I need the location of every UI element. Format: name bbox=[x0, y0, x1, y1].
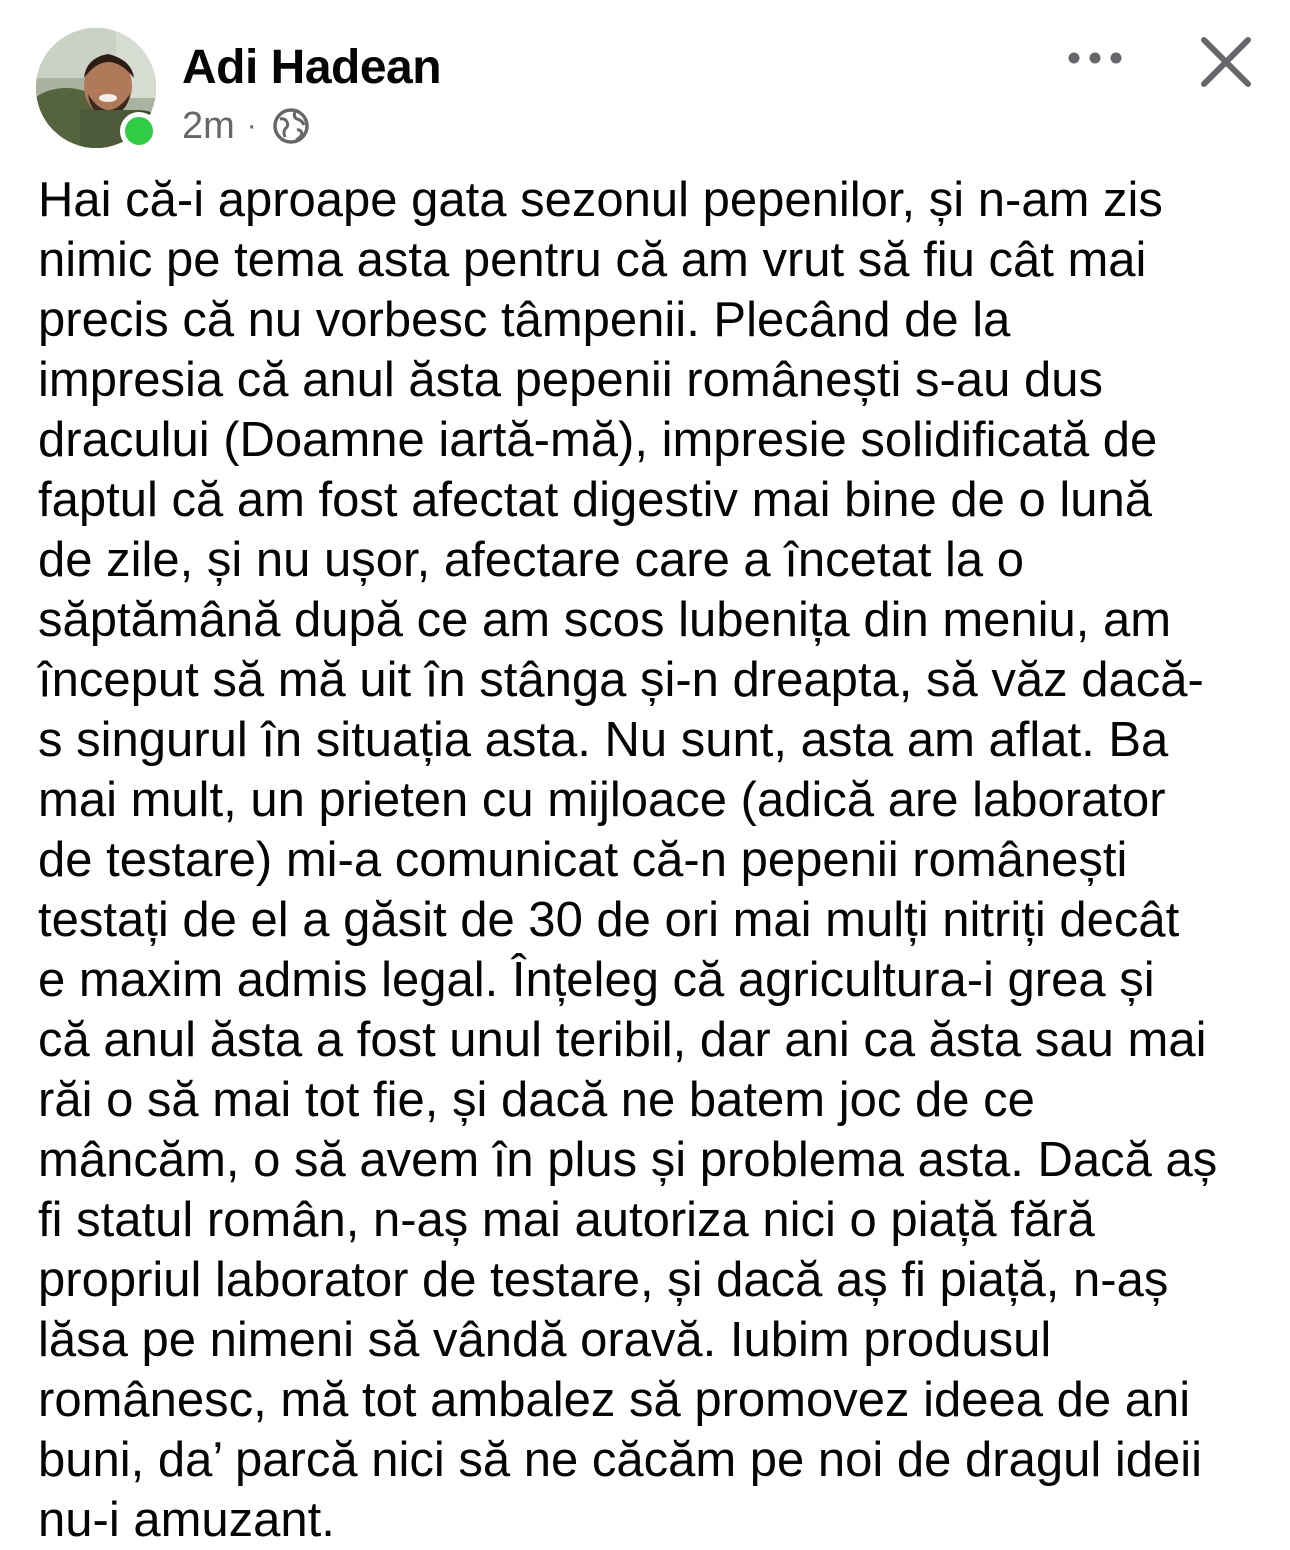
post-header bbox=[0, 0, 1290, 160]
post-timestamp[interactable]: 2m bbox=[182, 104, 235, 147]
meta-separator: · bbox=[246, 109, 257, 142]
post-text: Hai că-i aproape gata sezonul pepenilor, și n-am zis nimic pe tema asta pentru că am vrut să fiu cât mai precis că nu vorbesc tâmpenii. Plecând de la impresia că anul ăsta pepenii românești s-au dus dracului (Doamne iartă-mă), impresie solidificată de faptul că am fost afectat digestiv mai bine de o lună de zile, și nu ușor, afectare care a încetat la o săptămână după ce am scos lubenița din meniu, am început să mă uit în stânga și-n dreapta, să văz dacă- s singurul în situația asta. Nu sunt, asta am aflat. Ba mai mult, un prieten cu mijloace (adică are laborator de testare) mi-a comunicat că-n pepenii românești testați de el a găsit de 30 de ori mai mulți nitriți decât e maxim admis legal. Înțeleg că agricultura-i grea și că anul ăsta a fost unul teribil, dar ani ca ăsta sau mai răi o să mai tot fie, și dacă ne batem joc de ce mâncăm, o să avem în plus și problema asta. Dacă aș fi statul român, n-aș mai autoriza nici o piață fără propriul laborator de testare, și dacă aș fi piață, n-aș lăsa pe nimeni să vândă oravă. Iubim produsul românesc, mă tot ambalez să promovez ideea de ani buni, da’ parcă nici să ne căcăm pe noi de dragul ideii nu-i amuzant. bbox=[38, 173, 1218, 1547]
author-avatar[interactable] bbox=[36, 28, 156, 148]
online-status-indicator bbox=[120, 112, 158, 150]
close-button[interactable] bbox=[1194, 30, 1258, 94]
more-horizontal-icon bbox=[1062, 38, 1128, 78]
globe-icon[interactable] bbox=[271, 106, 311, 146]
post-meta bbox=[182, 104, 311, 148]
more-options-button[interactable] bbox=[1062, 38, 1128, 78]
author-name[interactable]: Adi Hadean bbox=[182, 41, 442, 94]
close-icon bbox=[1194, 30, 1258, 94]
